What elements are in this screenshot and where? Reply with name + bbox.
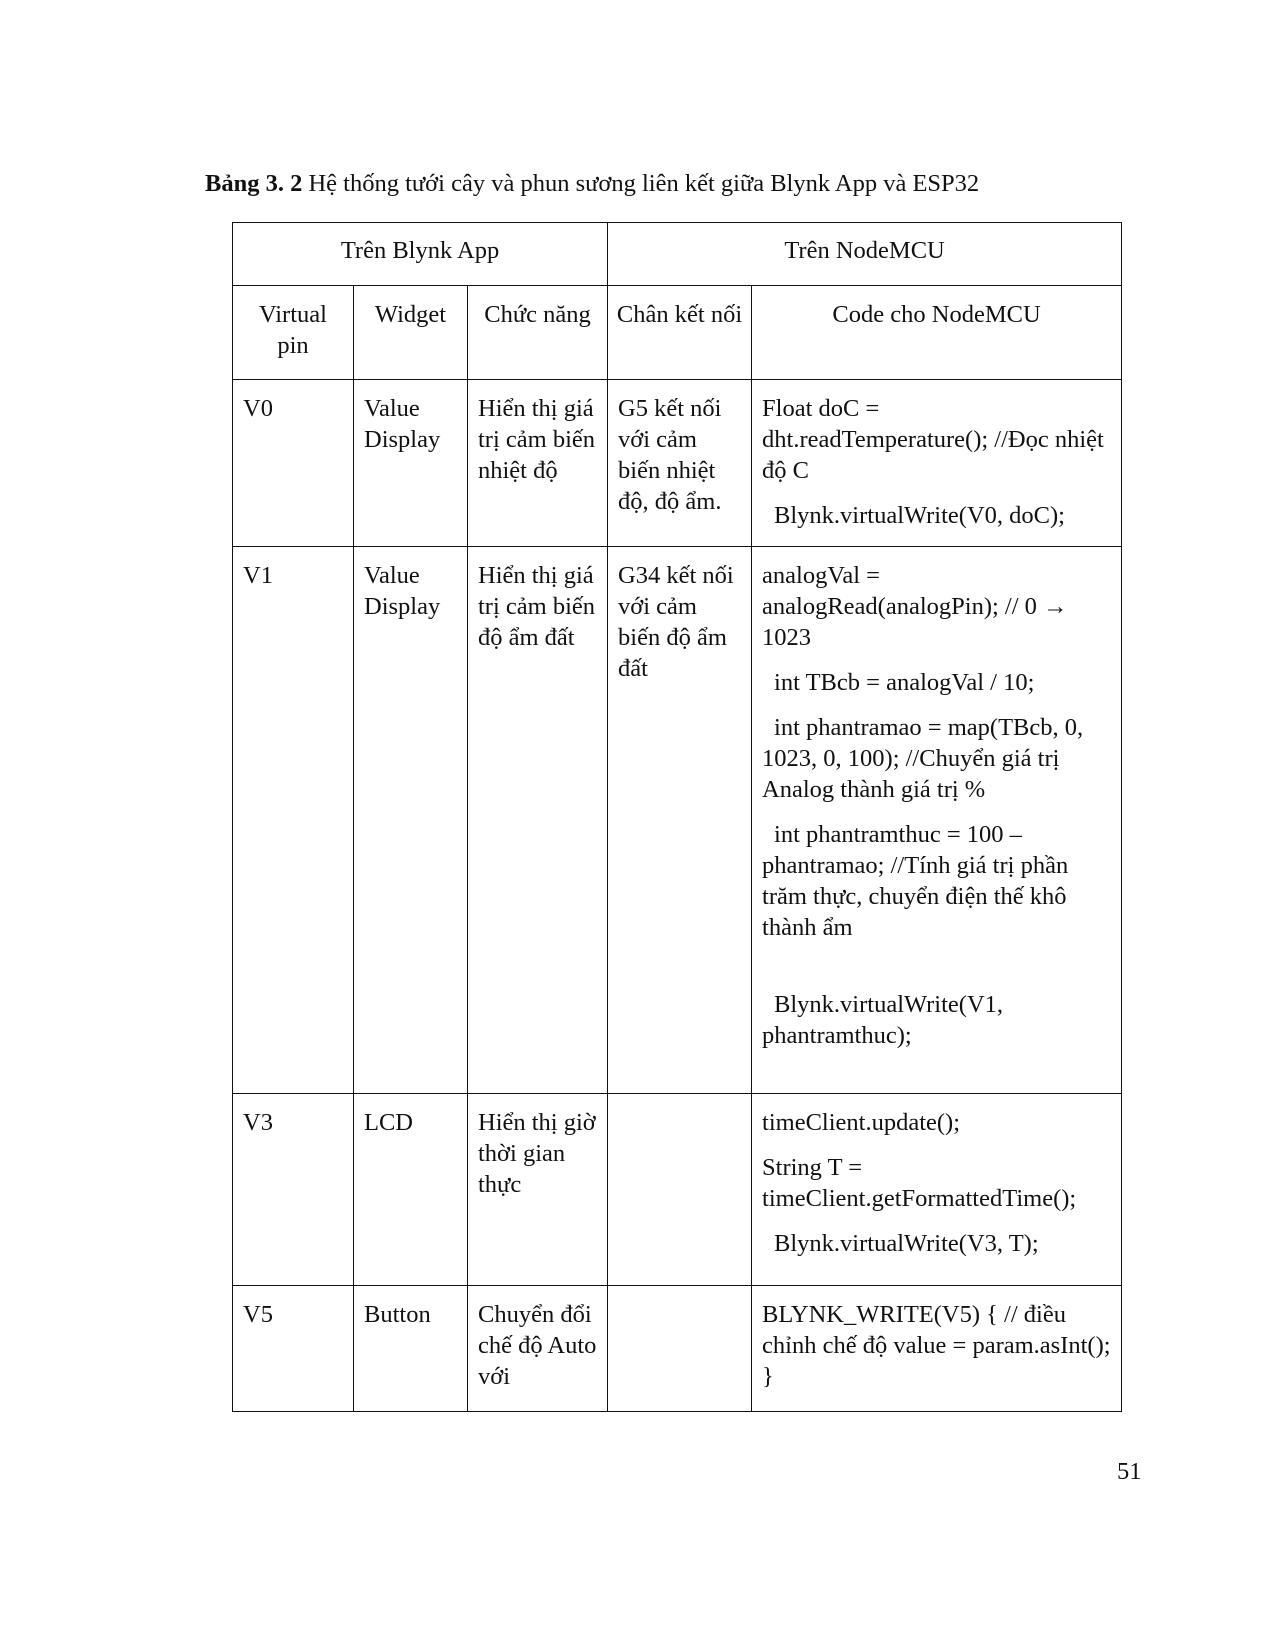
column-header-code: Code cho NodeMCU xyxy=(752,286,1122,380)
code-line: Blynk.virtualWrite(V3, T); xyxy=(774,1230,1039,1257)
cell-code xyxy=(752,1286,1122,1412)
cell-widget: Value Display xyxy=(354,547,468,1094)
cell-connection xyxy=(608,1094,752,1286)
code-line: Float doC = dht.readTemperature(); //Đọc nhiệt độ C xyxy=(762,395,1104,484)
code-line: int phantramthuc = 100 – phantramao; //Tính giá trị phần trăm thực, chuyển điện thế khô thành ẩm xyxy=(762,821,1069,941)
cell-connection xyxy=(608,1286,752,1412)
cell-pin: V1 xyxy=(233,547,354,1094)
cell-pin: V3 xyxy=(233,1094,354,1286)
cell-pin: V5 xyxy=(233,1286,354,1412)
column-header-virtual-pin: Virtual pin xyxy=(233,286,354,380)
cell-connection: G34 kết nối với cảm biến độ ẩm đất xyxy=(608,547,752,1094)
code-line: int phantramao = map(TBcb, 0, 1023, 0, 100); //Chuyển giá trị Analog thành giá trị % xyxy=(762,714,1084,803)
cell-connection: G5 kết nối với cảm biến nhiệt độ, độ ẩm. xyxy=(608,380,752,547)
group-header-nodemcu: Trên NodeMCU xyxy=(608,223,1122,286)
caption-text: Hệ thống tưới cây và phun sương liên kết giữa Blynk App và ESP32 xyxy=(308,170,980,197)
code-line: String T = timeClient.getFormattedTime(); xyxy=(762,1154,1077,1212)
cell-code xyxy=(752,547,1122,1094)
cell-widget: LCD xyxy=(354,1094,468,1286)
column-header-function: Chức năng xyxy=(468,286,608,380)
table-caption xyxy=(205,170,979,198)
caption-label: Bảng 3. 2 xyxy=(205,170,303,197)
code-line: Blynk.virtualWrite(V0, doC); xyxy=(774,502,1065,529)
cell-code xyxy=(752,1094,1122,1286)
group-header-row xyxy=(233,223,1122,286)
column-header-row xyxy=(233,286,1122,380)
group-header-blynk-app: Trên Blynk App xyxy=(233,223,608,286)
code-line: timeClient.update(); xyxy=(762,1109,961,1136)
page-number: 51 xyxy=(1117,1458,1142,1485)
table-row xyxy=(233,1094,1122,1286)
code-line: Blynk.virtualWrite(V1, phantramthuc); xyxy=(762,991,1004,1049)
cell-widget: Value Display xyxy=(354,380,468,547)
cell-function: Hiển thị giá trị cảm biến độ ẩm đất xyxy=(468,547,608,1094)
column-header-widget: Widget xyxy=(354,286,468,380)
cell-widget: Button xyxy=(354,1286,468,1412)
code-line: analogVal = analogRead(analogPin); // 0 → 1023 xyxy=(762,562,1068,651)
blynk-esp32-table xyxy=(232,222,1122,1412)
code-line: int TBcb = analogVal / 10; xyxy=(774,669,1035,696)
cell-function: Hiển thị giờ thời gian thực xyxy=(468,1094,608,1286)
column-header-connection: Chân kết nối xyxy=(608,286,752,380)
cell-function: Chuyển đổi chế độ Auto với xyxy=(468,1286,608,1412)
table-row xyxy=(233,1286,1122,1412)
cell-code xyxy=(752,380,1122,547)
table-row xyxy=(233,380,1122,547)
cell-function: Hiển thị giá trị cảm biến nhiệt độ xyxy=(468,380,608,547)
cell-pin: V0 xyxy=(233,380,354,547)
table-row xyxy=(233,547,1122,1094)
code-line: BLYNK_WRITE(V5) { // điều chỉnh chế độ value = param.asInt(); } xyxy=(762,1301,1111,1390)
